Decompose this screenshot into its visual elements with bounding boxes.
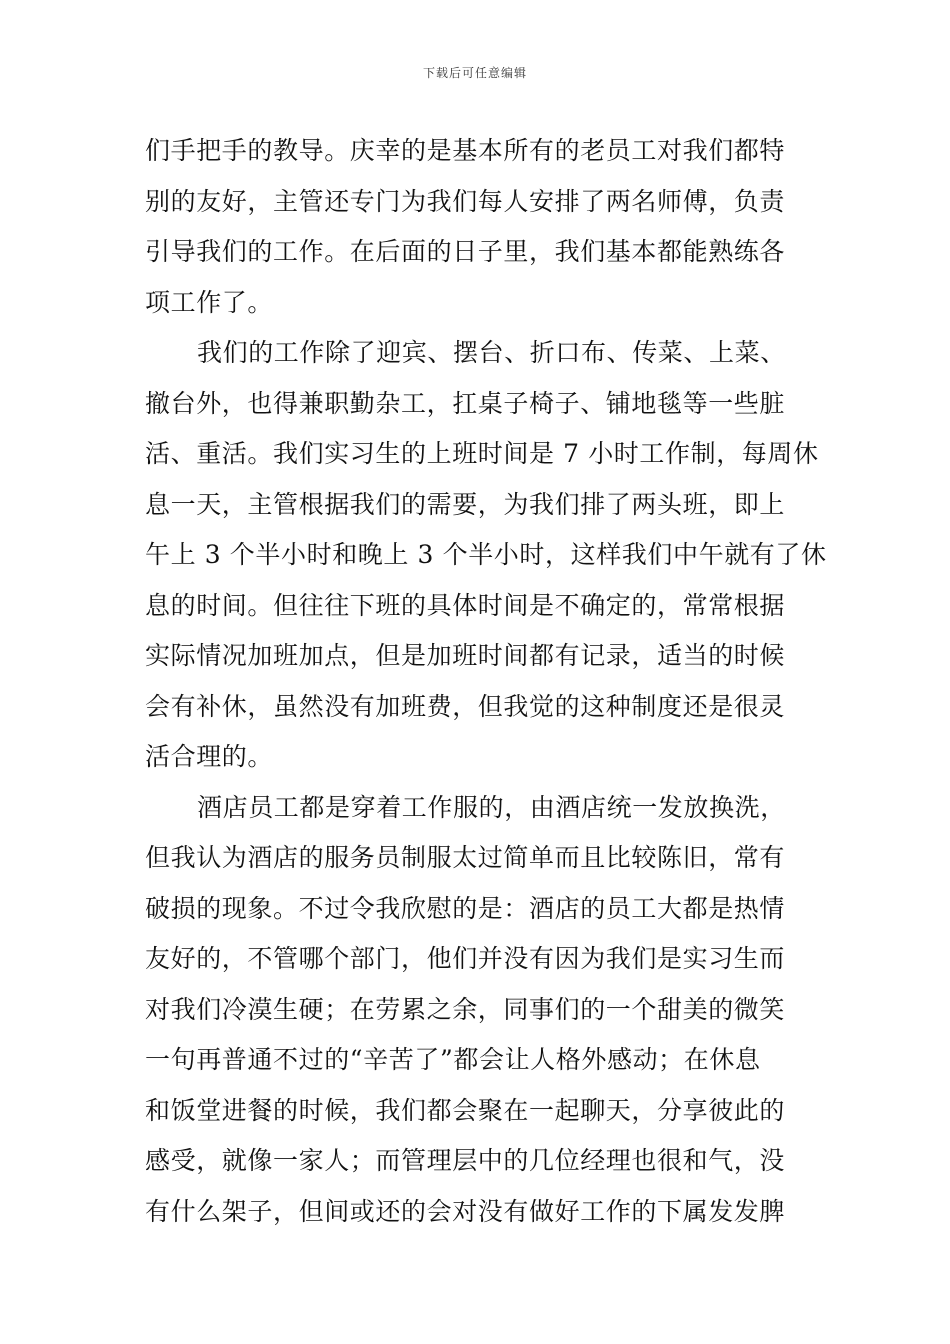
text-line: 撤台外，也得兼职勤杂工，扛桌子椅子、铺地毯等一些脏 bbox=[145, 388, 786, 418]
text-line: 会有补休，虽然没有加班费，但我觉的这种制度还是很灵 bbox=[145, 691, 786, 721]
text-line: 友好的，不管哪个部门，他们并没有因为我们是实习生而 bbox=[145, 944, 786, 973]
text-line: 对我们冷漠生硬；在劳累之余，同事们的一个甜美的微笑 bbox=[145, 994, 786, 1024]
text-line: 引导我们的工作。在后面的日子里，我们基本都能熟练各 bbox=[145, 237, 786, 266]
text-line: 们手把手的教导。庆幸的是基本所有的老员工对我们都特 bbox=[145, 136, 786, 165]
text-line: 有什么架子，但间或还的会对没有做好工作的下属发发脾 bbox=[145, 1196, 786, 1226]
paragraph-first-line: 酒店员工都是穿着工作服的，由酒店统一发放换洗， bbox=[197, 792, 786, 822]
text-line: 午上 3 个半小时和晚上 3 个半小时，这样我们中午就有了休 bbox=[145, 540, 827, 569]
text-line: 实际情况加班加点，但是加班时间都有记录，适当的时候 bbox=[145, 641, 786, 670]
text-line: 但我认为酒店的服务员制服太过简单而且比较陈旧，常有 bbox=[145, 843, 786, 872]
text-line: 活、重活。我们实习生的上班时间是 7 小时工作制，每周休 bbox=[145, 439, 819, 468]
text-line: 活合理的。 bbox=[145, 742, 274, 771]
document-body bbox=[145, 126, 827, 1237]
text-line: 破损的现象。不过令我欣慰的是：酒店的员工大都是热情 bbox=[145, 893, 786, 923]
page-header: 下载后可任意编辑 bbox=[422, 66, 527, 80]
text-line: 别的友好，主管还专门为我们每人安排了两名师傅，负责 bbox=[145, 186, 786, 216]
paragraph-first-line: 我们的工作除了迎宾、摆台、折口布、传菜、上菜、 bbox=[197, 338, 786, 367]
text-line: 项工作了。 bbox=[145, 287, 274, 317]
text-line: 息的时间。但往往下班的具体时间是不确定的，常常根据 bbox=[145, 590, 786, 620]
text-line: 和饭堂进餐的时候，我们都会聚在一起聊天，分享彼此的 bbox=[145, 1095, 786, 1125]
text-line: 一句再普通不过的“辛苦了”都会让人格外感动；在休息 bbox=[145, 1045, 761, 1074]
text-line: 感受，就像一家人；而管理层中的几位经理也很和气，没 bbox=[145, 1146, 786, 1175]
text-line: 息一天，主管根据我们的需要，为我们排了两头班，即上 bbox=[145, 489, 786, 519]
